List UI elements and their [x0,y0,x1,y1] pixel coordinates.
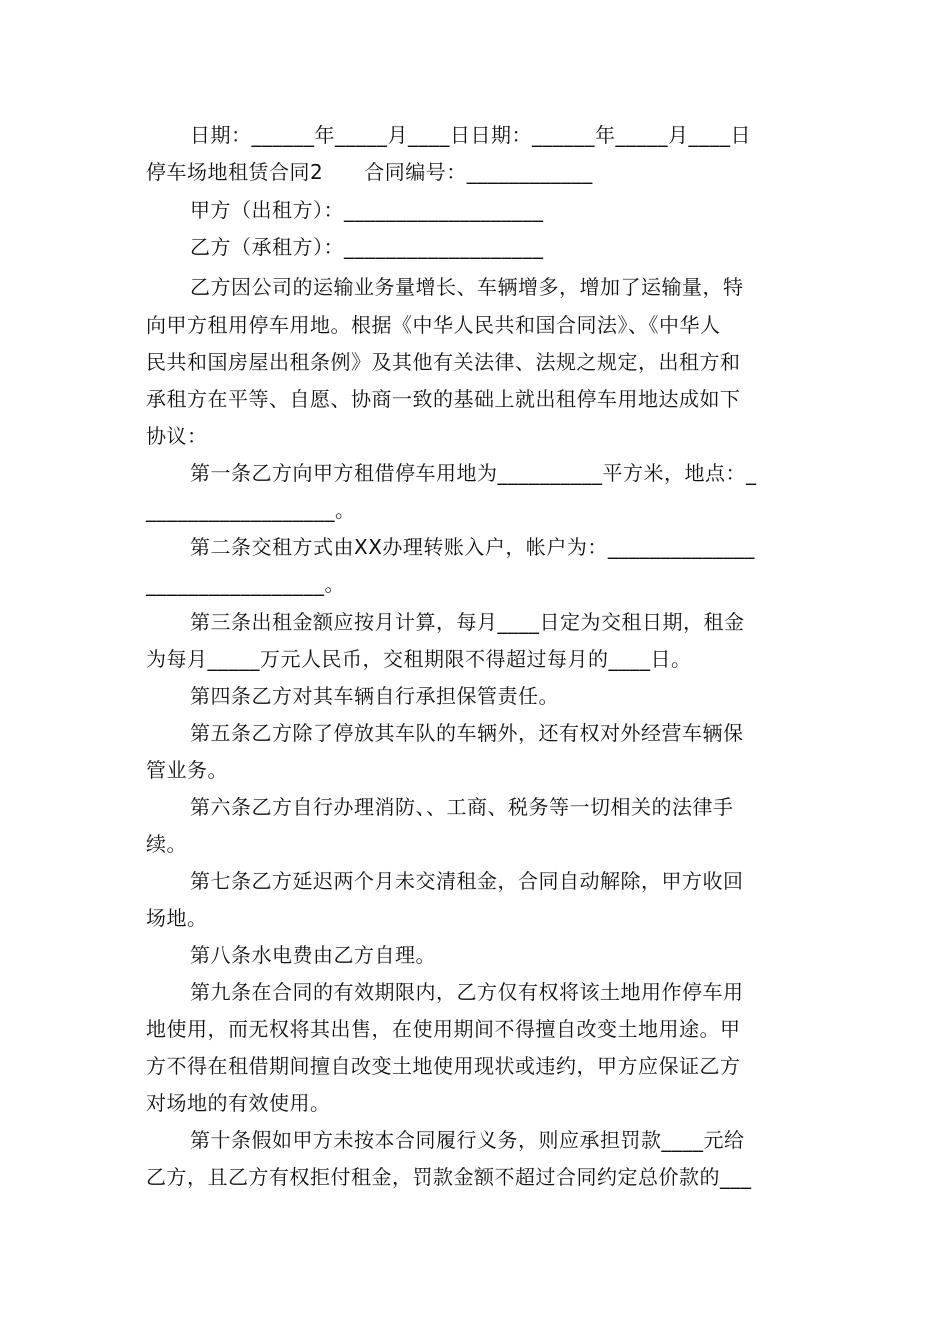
article-6-line: 续。 [146,832,187,856]
date-line: 日期：______年_____月____日日期：______年_____月____日 [190,123,751,147]
article-5-line: 管业务。 [146,758,228,782]
article-1-line: 第一条乙方向甲方租借停车用地为__________平方米，地点：_ [190,461,757,485]
article-9-line: 第九条在合同的有效期限内，乙方仅有权将该土地用作停车用 [190,980,744,1004]
article-2-line: _________________。 [146,572,345,596]
preamble-line: 民共和国房屋出租条例》及其他有关法律、法规之规定，出租方和 [146,350,741,374]
article-2-line: 第二条交租方式由XX办理转账入户，帐户为：______________ [190,535,755,559]
article-7-line: 场地。 [146,906,208,930]
preamble-line: 承租方在平等、自愿、协商一致的基础上就出租停车用地达成如下 [146,387,741,411]
preamble-line: 向甲方租用停车用地。根据《中华人民共和国合同法》、《中华人 [146,313,721,337]
article-1-line: __________________。 [146,498,356,522]
preamble-line: 协议： [146,424,208,448]
party-a-line: 甲方（出租方）：___________________ [190,198,544,222]
article-7-line: 第七条乙方延迟两个月未交清租金，合同自动解除，甲方收回 [190,869,744,893]
article-10-line: 第十条假如甲方未按本合同履行义务，则应承担罚款____元给 [190,1128,745,1152]
preamble-line: 乙方因公司的运输业务量增长、车辆增多，增加了运输量，特 [190,275,744,299]
article-9-line: 地使用，而无权将其出售，在使用期间不得擅自改变土地用途。甲 [146,1017,741,1041]
party-b-line: 乙方（承租方）：___________________ [190,235,544,259]
article-4-line: 第四条乙方对其车辆自行承担保管责任。 [190,684,559,708]
article-6-line: 第六条乙方自行办理消防、、工商、税务等一切相关的法律手 [190,795,734,819]
article-9-line: 方不得在租借期间擅自改变土地使用现状或违约，甲方应保证乙方 [146,1054,741,1078]
title-and-contract-number: 停车场地租赁合同2 合同编号：____________ [146,160,593,184]
article-10-line: 乙方，且乙方有权拒付租金，罚款金额不超过合同约定总价款的___ [146,1165,752,1189]
article-8-line: 第八条水电费由乙方自理。 [190,943,436,967]
article-9-line: 对场地的有效使用。 [146,1091,331,1115]
article-3-line: 第三条出租金额应按月计算，每月____日定为交租日期，租金 [190,610,745,634]
article-5-line: 第五条乙方除了停放其车队的车辆外，还有权对外经营车辆保 [190,721,744,745]
article-3-line: 为每月_____万元人民币，交租期限不得超过每月的____日。 [146,647,692,671]
